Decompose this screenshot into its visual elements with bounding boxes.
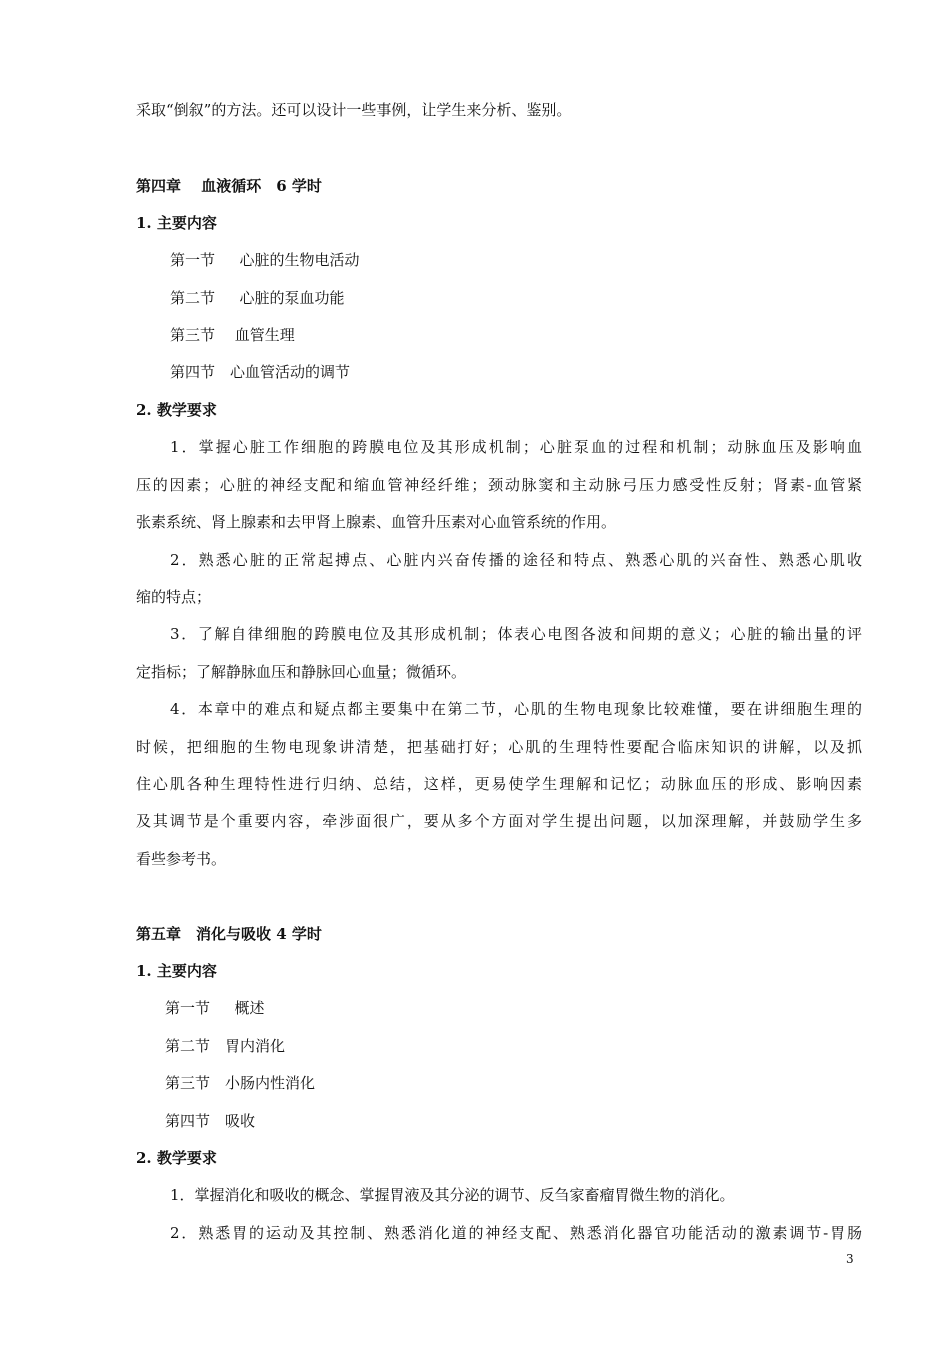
chapter5-section-1: 第一节 概述	[165, 999, 265, 1017]
chapter5-req-line: 1．掌握消化和吸收的概念、掌握胃液及其分泌的调节、反刍家畜瘤胃微生物的消化。	[170, 1186, 735, 1204]
chapter4-title: 第四章 血液循环 6 学时	[136, 177, 322, 195]
chapter5-title: 第五章 消化与吸收 4 学时	[136, 925, 322, 943]
intro-line: 采取“倒叙”的方法。还可以设计一些事例，让学生来分析、鉴别。	[136, 101, 572, 119]
chapter5-req-heading: 2. 教学要求	[136, 1149, 217, 1167]
chapter4-req-line: 1．掌握心脏工作细胞的跨膜电位及其形成机制；心脏泵血的过程和机制；动脉血压及影响血	[170, 438, 862, 456]
chapter4-section-2: 第二节 心脏的泵血功能	[170, 289, 345, 307]
chapter5-section-3: 第三节 小肠内性消化	[165, 1074, 316, 1092]
chapter4-req-line: 2．熟悉心脏的正常起搏点、心脏内兴奋传播的途径和特点、熟悉心肌的兴奋性、熟悉心肌收	[170, 551, 862, 569]
chapter4-req-line: 压的因素；心脏的神经支配和缩血管神经纤维；颈动脉窦和主动脉弓压力感受性反射；肾素-血管紧	[136, 476, 862, 494]
chapter4-req-line: 定指标；了解静脉血压和静脉回心血量；微循环。	[136, 663, 467, 681]
chapter4-req-heading: 2. 教学要求	[136, 401, 217, 419]
chapter4-req-line: 4．本章中的难点和疑点都主要集中在第二节，心肌的生物电现象比较难懂，要在讲细胞生理的	[170, 700, 862, 718]
page-number: 3	[846, 1252, 854, 1266]
chapter4-section-4: 第四节 心血管活动的调节	[170, 363, 351, 381]
chapter5-section-2: 第二节 胃内消化	[165, 1037, 286, 1055]
chapter4-section-1: 第一节 心脏的生物电活动	[170, 251, 360, 269]
chapter4-content-heading: 1. 主要内容	[136, 214, 217, 232]
chapter5-section-4: 第四节 吸收	[165, 1112, 256, 1130]
chapter4-req-line: 3．了解自律细胞的跨膜电位及其形成机制；体表心电图各波和间期的意义；心脏的输出量的评	[170, 625, 862, 643]
chapter4-req-line: 及其调节是个重要内容，牵涉面很广，要从多个方面对学生提出问题，以加深理解，并鼓励学生多	[136, 812, 862, 830]
chapter4-section-3: 第三节 血管生理	[170, 326, 295, 344]
chapter4-req-line: 住心肌各种生理特性进行归纳、总结，这样，更易使学生理解和记忆；动脉血压的形成、影响因素	[136, 775, 862, 793]
chapter4-req-line: 看些参考书。	[136, 850, 227, 868]
chapter4-req-line: 时候，把细胞的生物电现象讲清楚，把基础打好；心肌的生理特性要配合临床知识的讲解，以及抓	[136, 738, 862, 756]
chapter5-content-heading: 1. 主要内容	[136, 962, 217, 980]
chapter5-req-line: 2．熟悉胃的运动及其控制、熟悉消化道的神经支配、熟悉消化器官功能活动的激素调节-胃肠	[170, 1224, 862, 1242]
chapter4-req-line: 张素系统、肾上腺素和去甲肾上腺素、血管升压素对心血管系统的作用。	[136, 513, 617, 531]
chapter4-req-line: 缩的特点；	[136, 588, 212, 606]
